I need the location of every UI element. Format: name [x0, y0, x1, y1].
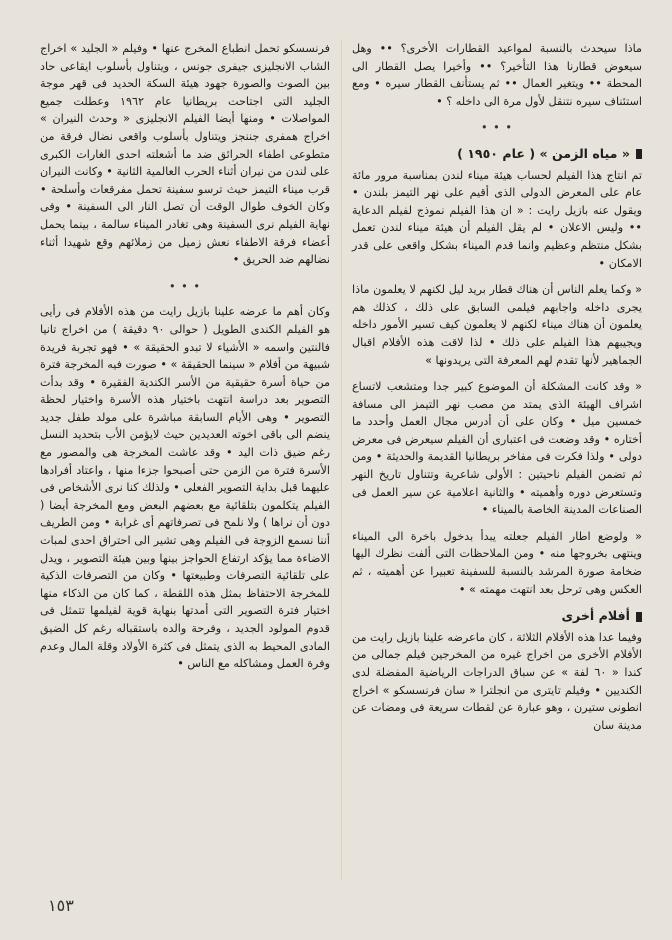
right-column: [352, 40, 642, 743]
heading-marker: [636, 149, 642, 159]
column-divider: [341, 40, 342, 880]
paragraph: « وقد كانت المشكلة أن الموضوع كبير جدا ومتشعب لاتساع اشراف الهيئة الذى يمتد من مصب نهر التيمز الى مسافة خمسين ميل • وكان على أن أدرس مجال العمل وأحدد ما أختاره • وقد وضعت فى اعتبارى أن الفيلم سيعرض فى معرض دولى • ولذا فكرت فى مفاخر بريطانيا القديمة والحديثة • ومن ثم تضمن الفيلم ناحيتين : الأولى شاعرية وتتناول تاريخ النهر وتستعرض دوره وأهميته • والثانية اعلامية عن سير العمل فى الصناعات المدينة الخاصة بالميناء •: [352, 380, 642, 517]
paragraph: « ولوضع اطار الفيلم جعلته يبدأ بدخول باخرة الى الميناء وينتهى بخروجها منه • ومن الملاحظات التى ألفت نظرك اليها ضخامة صورة المرشد بالنسبة للسفينة تعبيرا عن أهميته ، ثم العكس وهى ترحل بعد انتهت مهمته » •: [352, 529, 642, 596]
section-heading-text: « مياه الزمن » ( عام ١٩٥٠ ): [457, 145, 630, 161]
paragraph: « وكما يعلم الناس أن هناك قطار بريد ليل لكنهم لا يعلمون ماذا يجرى داخله واجابهم فيلمى السابق على ذلك ، كذلك هم يعلمون أن هناك ميناء لكنهم لا يعلمون كيف تسير الأمور داخله ويجيبهم هذا الفيلم على ذلك • لذا لاقت هذه الأفلام اقبال الجماهير لأنها تقدم لهم المعرفة التى يريدونها »: [352, 283, 642, 367]
left-column: [40, 40, 330, 682]
paragraph: وكان أهم ما عرضه علينا بازيل رايت من هذه الأفلام فى رأيى هو الفيلم الكندى الطويل ( حوالى ٩٠ دقيقة ) من اخراج تانيا فالنتين واسمه « الأشياء لا تبدو الحقيقة » • فهو تجربة فريدة شبيهة من أفلام « سينما الحقيقة » • صورت فيه المخرجة فترة من حياة أسرة حقيقية من الأسر الكندية الفقيرة • وقد بدأت التصوير بعد دراسة انتهت باختيار هذه الأسرة واختيار لحظة التصوير • وهى الأيام السابقة مباشرة على مولد طفل جديد ينضم الى باقى اخوته العديدين حيث لايؤمن الأب بتحديد النسل رغم ضيق ذات اليد • وقد عاشت المخرجة هى والمصور مع الأسرة فترة من الزمن حتى أصبحوا جزءا منها ، واعتاد أفرادها عليهما قبل بداية التصوير الفعلى • ولذلك كنا نرى الأشخاص فى الفيلم يتكلمون بتلقائية مع بعضهم البعض ومع المخرجة أيضا ( دون أن نراها ) ولا نلمح فى تصرفاتهم أى غرابة • ومن الطريف أننا نسمع الزوجة فى الفيلم وهى تشير الى احتراق احدى لمبات الاضاءة مما يؤكد ارتفاع الحواجز بينها وبين هيئة التصوير ، ويدل على تلقائية التصرفات وطبيعتها • وكان من التصرفات الذكية للمخرجة الاحتفاظ بمثل هذه اللقطة ، كما كان من الذكاء منها اختيار فترة التصوير التى أمدتها بنهاية قوية لفيلمها تتمثل فى قدوم المولود الجديد ، وفرحة والده باستقباله رغم كل الضيق المادى المحيط به الذى يتمثل فى كثرة الأولاد وقلة المال وعدم وفرة العمل ومشاكله مع الناس •: [40, 305, 330, 671]
section-separator: • • •: [169, 279, 201, 293]
page-number: ١٥٣: [48, 896, 74, 915]
section-heading-waters-of-time: [352, 145, 642, 163]
section-heading-text: أفلام أخرى: [561, 608, 630, 624]
intro-paragraph: ماذا سيحدث بالنسبة لمواعيد القطارات الأخرى؟ •• وهل سيعوض قطارنا هذا التأخير؟ •• وأخيرا يصل القطار الى المحطة •• ويتغير العمال •• ثم يستأنف القطار سيره • ومع استئناف سيره نتنقل لأول مرة الى داخله ؟ •: [352, 42, 642, 108]
paragraph: فرنسسكو تحمل انطباع المخرج عنها • وفيلم « الجليد » اخراج الشاب الانجليزى جيفرى جونس ، ويتناول بأسلوب ايقاعى حاد بين الصوت والصورة جهود هيئة السكة الحديد فى قهر موجة الجليد التى اجتاحت بريطانيا عام ١٩٦٢ وعطلت جميع المواصلات • ومنها أيضا الفيلم الانجليزى « وحدث النيران » اخراج همفرى جننجز ويتناول بأسلوب واقعى نضال فرقة من متطوعى اطفاء الحرائق ضد ما أشعلته احدى الغارات الكبرى على لندن من نيران أثناء الحرب العالمية الثانية • وكانت النيران قرب ميناء التيمز حيث ترسو سفينة تحمل مفرقعات وأسلحة • وكان الخوف طوال الوقت أن تصل النار الى السفينة • وفى نهاية الفيلم نرى السفينة وهى تغادر الميناء سالمة ، بينما يحمل أعضاء فرقة الاطفاء نعش زميل من زملائهم وقع شهيدا أثناء نضالهم ضد الحريق •: [40, 42, 330, 267]
paragraph: تم انتاج هذا الفيلم لحساب هيئة ميناء لندن بمناسبة مرور مائة عام على المعرض الدولى الذى أقيم على نهر التيمز بلندن • ويقول عنه بازيل رايت : « ان هذا الفيلم نموذج لفيلم الدعاية •• وليس الاعلان • لم يقل الفيلم أن هيئة ميناء لندن تعمل بشكل منتظم وعظيم وانما قدم الميناء بشكل واقعى على قدر الامكان •: [352, 168, 642, 270]
section-heading-other-films: [352, 607, 642, 625]
heading-marker: [636, 612, 642, 622]
section-separator: • • •: [481, 121, 513, 135]
paragraph: وفيما عدا هذه الأفلام الثلاثة ، كان ماعرضه علينا بازيل رايت من الأفلام الأخرى من اخراج غيره من المخرجين فيلم جمالى من كندا « ٦٠ لفة » عن سباق الدراجات الرياضية المفضلة لدى الكنديين • وفيلم تايترى من انجلترا « سان فرنسسكو » اخراج انطونى ستيرن ، وهو عبارة عن لقطات سريعة فى ومضات عن مدينة سان: [351, 630, 642, 732]
